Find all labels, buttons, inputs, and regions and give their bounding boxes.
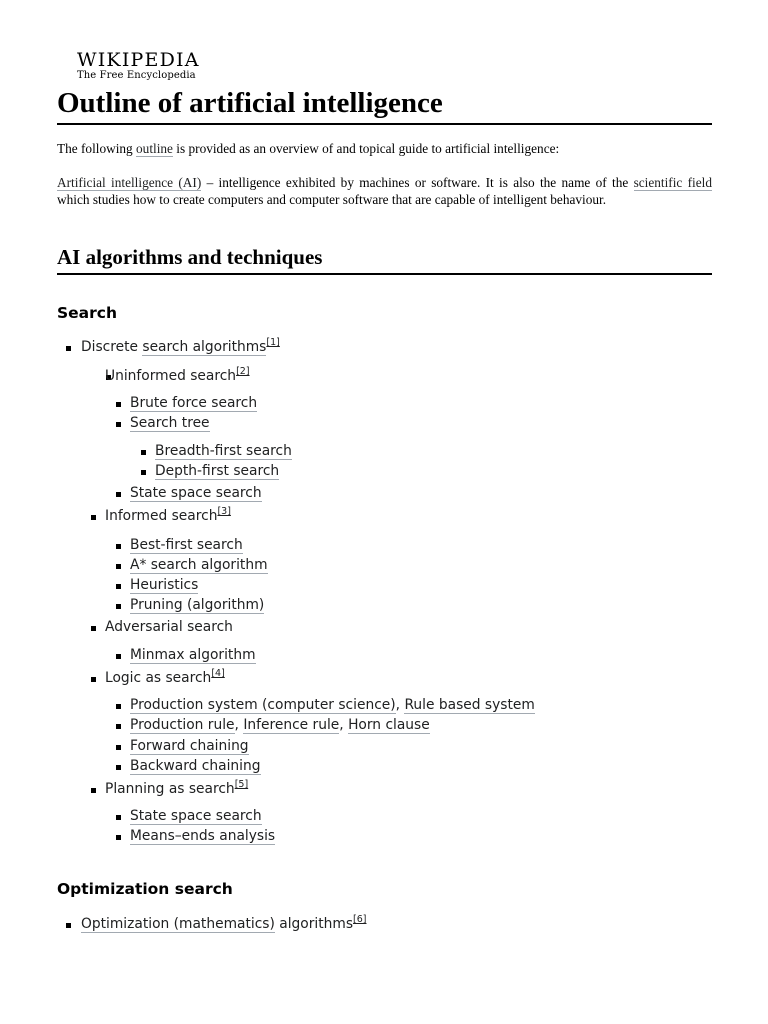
astar-link[interactable]: A* search algorithm bbox=[130, 557, 268, 573]
list-item-forward-chaining bbox=[130, 737, 249, 755]
bullet bbox=[116, 835, 121, 840]
best-first-search-link[interactable]: Best-first search bbox=[130, 537, 243, 553]
reference[interactable] bbox=[211, 668, 224, 679]
list-item-best-first bbox=[130, 536, 243, 554]
logo-tagline: The Free Encyclopedia bbox=[77, 70, 196, 81]
reference-link[interactable]: [2] bbox=[236, 366, 250, 377]
outline-link[interactable]: outline bbox=[136, 141, 173, 156]
intro-text: The following bbox=[57, 141, 137, 156]
separator: , bbox=[234, 717, 244, 733]
production-rule-link[interactable]: Production rule bbox=[130, 717, 235, 733]
page-title: Outline of artificial intelligence bbox=[57, 86, 712, 125]
list-item-optimization bbox=[81, 915, 367, 933]
optimization-link[interactable]: Optimization (mathematics) bbox=[81, 916, 275, 932]
list-item-text: Discrete bbox=[81, 339, 143, 355]
search-heading: Search bbox=[57, 304, 118, 322]
bullet bbox=[116, 402, 121, 407]
reference-link[interactable]: [3] bbox=[217, 506, 231, 517]
pruning-link[interactable]: Pruning (algorithm) bbox=[130, 597, 265, 613]
reference[interactable] bbox=[353, 914, 366, 925]
list-item-discrete-search bbox=[81, 338, 280, 356]
bullet bbox=[116, 422, 121, 427]
list-item-bfs bbox=[155, 442, 292, 460]
definition-paragraph bbox=[57, 174, 712, 208]
list-item-brute-force bbox=[130, 394, 257, 412]
breadth-first-search-link[interactable]: Breadth-first search bbox=[155, 443, 292, 459]
bullet bbox=[116, 564, 121, 569]
means-ends-analysis-link[interactable]: Means–ends analysis bbox=[130, 828, 276, 844]
horn-clause-link[interactable]: Horn clause bbox=[348, 717, 430, 733]
backward-chaining-link[interactable]: Backward chaining bbox=[130, 758, 261, 774]
scientific-field-link[interactable]: scientific field bbox=[633, 175, 712, 190]
optimization-heading: Optimization search bbox=[57, 880, 233, 898]
bullet bbox=[116, 765, 121, 770]
list-item-search-tree bbox=[130, 414, 210, 432]
intro-paragraph bbox=[57, 140, 712, 157]
reference-link[interactable]: [5] bbox=[234, 779, 249, 790]
list-item-text: Logic as search bbox=[105, 670, 212, 686]
bullet bbox=[116, 745, 121, 750]
bullet bbox=[66, 346, 71, 351]
bullet bbox=[116, 724, 121, 729]
list-item-text: algorithms bbox=[274, 916, 354, 932]
bullet bbox=[116, 492, 121, 497]
list-item-text: Planning as search bbox=[105, 781, 235, 797]
separator: , bbox=[395, 697, 405, 713]
list-item-state-space-2 bbox=[130, 807, 262, 825]
definition-text-end: which studies how to create computers and computer software that are capable of intelligent behaviour. bbox=[57, 192, 607, 207]
list-item-uninformed bbox=[105, 367, 250, 385]
wikipedia-logo[interactable] bbox=[77, 50, 200, 82]
intro-text-end: is provided as an overview of and topical guide to artificial intelligence: bbox=[172, 141, 560, 156]
bullet bbox=[116, 544, 121, 549]
list-item-production-system bbox=[130, 696, 535, 714]
definition-text: – intelligence exhibited by machines or software. It is also the name of the bbox=[201, 175, 634, 190]
depth-first-search-link[interactable]: Depth-first search bbox=[155, 463, 280, 479]
bullet bbox=[141, 450, 146, 455]
list-item-adversarial bbox=[105, 618, 233, 636]
bullet bbox=[91, 626, 96, 631]
ai-link[interactable]: Artificial intelligence (AI) bbox=[57, 175, 202, 190]
reference[interactable] bbox=[266, 337, 279, 348]
list-item-planning bbox=[105, 780, 248, 798]
reference-link[interactable]: [6] bbox=[353, 914, 367, 925]
state-space-search-link[interactable]: State space search bbox=[130, 808, 262, 824]
list-item-text: Uninformed search bbox=[105, 368, 237, 384]
logo-wordmark: WIKIPEDIA bbox=[77, 49, 200, 71]
inference-rule-link[interactable]: Inference rule bbox=[243, 717, 340, 733]
bullet bbox=[91, 677, 96, 682]
list-item-state-space bbox=[130, 484, 262, 502]
list-item-minmax bbox=[130, 646, 256, 664]
bullet bbox=[116, 654, 121, 659]
heuristics-link[interactable]: Heuristics bbox=[130, 577, 199, 593]
reference[interactable] bbox=[235, 779, 248, 790]
bullet bbox=[116, 604, 121, 609]
list-item-production-rule bbox=[130, 716, 430, 734]
list-item-pruning bbox=[130, 596, 264, 614]
reference-link[interactable]: [4] bbox=[211, 668, 225, 679]
reference[interactable] bbox=[236, 366, 249, 377]
rule-based-system-link[interactable]: Rule based system bbox=[404, 697, 535, 713]
minmax-link[interactable]: Minmax algorithm bbox=[130, 647, 256, 663]
list-item-logic bbox=[105, 669, 225, 687]
bullet bbox=[116, 704, 121, 709]
search-algorithms-link[interactable]: search algorithms bbox=[142, 339, 267, 355]
bullet bbox=[141, 470, 146, 475]
forward-chaining-link[interactable]: Forward chaining bbox=[130, 738, 249, 754]
separator: , bbox=[339, 717, 349, 733]
list-item-informed bbox=[105, 507, 231, 525]
list-item-astar bbox=[130, 556, 268, 574]
bullet bbox=[116, 584, 121, 589]
list-item-backward-chaining bbox=[130, 757, 261, 775]
bullet bbox=[91, 788, 96, 793]
bullet bbox=[91, 515, 96, 520]
list-item-heuristics bbox=[130, 576, 198, 594]
brute-force-search-link[interactable]: Brute force search bbox=[130, 395, 258, 411]
production-system-link[interactable]: Production system (computer science) bbox=[130, 697, 396, 713]
list-item-text: Informed search bbox=[105, 508, 218, 524]
state-space-search-link[interactable]: State space search bbox=[130, 485, 262, 501]
list-item-text: Adversarial search bbox=[105, 619, 233, 635]
list-item-dfs bbox=[155, 462, 279, 480]
bullet bbox=[116, 815, 121, 820]
search-tree-link[interactable]: Search tree bbox=[130, 415, 210, 431]
reference[interactable] bbox=[217, 506, 230, 517]
reference-link[interactable]: [1] bbox=[266, 337, 280, 348]
list-item-means-ends bbox=[130, 827, 275, 845]
section-heading: AI algorithms and techniques bbox=[57, 243, 712, 275]
bullet bbox=[66, 923, 71, 928]
